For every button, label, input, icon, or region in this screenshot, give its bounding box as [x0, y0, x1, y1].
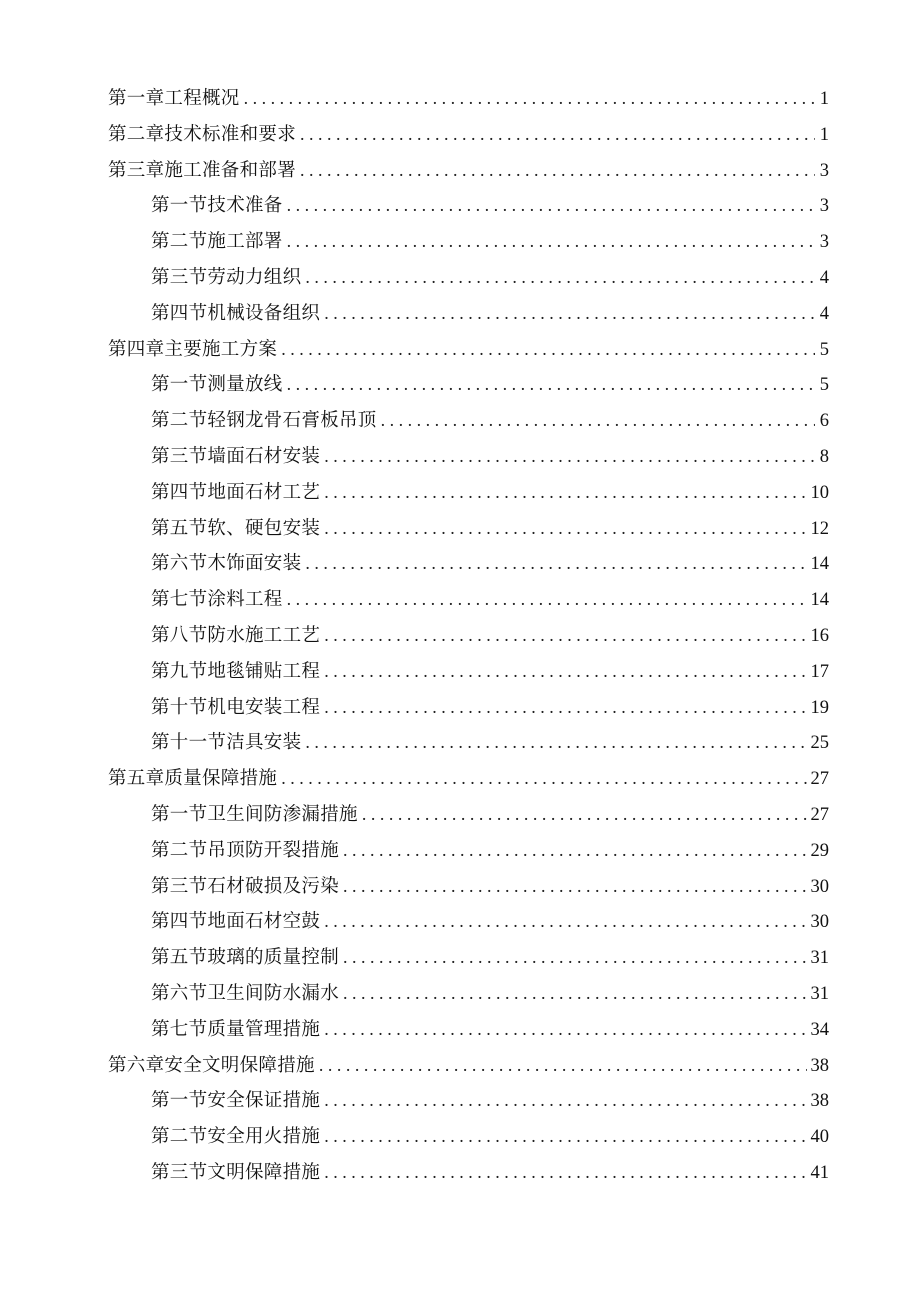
toc-entry-title: 第三节文明保障措施: [151, 1161, 321, 1183]
toc-dot-leader: [324, 1012, 806, 1048]
toc-entry[interactable]: [108, 1155, 829, 1191]
toc-entry-page: 27: [810, 769, 829, 790]
toc-entry[interactable]: [108, 224, 829, 260]
toc-entry-title: 第一节技术准备: [151, 195, 283, 217]
toc-entry-page: 30: [810, 912, 829, 933]
toc-entry[interactable]: [108, 869, 829, 905]
toc-entry-page: 3: [819, 232, 829, 253]
toc-entry-page: 10: [810, 482, 829, 503]
toc-dot-leader: [324, 296, 815, 332]
toc-entry[interactable]: [108, 475, 829, 511]
toc-dot-leader: [287, 367, 815, 403]
toc-entry-title: 第一节测量放线: [151, 374, 283, 396]
toc-entry[interactable]: [108, 976, 829, 1012]
toc-dot-leader: [287, 188, 815, 224]
toc-entry[interactable]: [108, 117, 829, 153]
toc-entry[interactable]: [108, 546, 829, 582]
toc-entry[interactable]: [108, 81, 829, 117]
toc-dot-leader: [324, 618, 806, 654]
toc-entry[interactable]: [108, 761, 829, 797]
toc-entry-page: 14: [810, 590, 829, 611]
toc-entry-page: 3: [819, 160, 829, 181]
toc-entry-title: 第五章质量保障措施: [108, 768, 278, 790]
toc-dot-leader: [381, 403, 815, 439]
toc-dot-leader: [324, 1083, 806, 1119]
toc-dot-leader: [324, 654, 806, 690]
toc-entry-page: 38: [810, 1055, 829, 1076]
toc-entry[interactable]: [108, 654, 829, 690]
toc-dot-leader: [324, 1155, 806, 1191]
toc-dot-leader: [343, 833, 806, 869]
toc-entry[interactable]: [108, 1048, 829, 1084]
toc-entry-title: 第八节防水施工工艺: [151, 624, 321, 646]
toc-dot-leader: [305, 725, 806, 761]
table-of-contents: [108, 81, 829, 1191]
toc-dot-leader: [287, 582, 807, 618]
toc-entry[interactable]: [108, 690, 829, 726]
toc-dot-leader: [343, 869, 806, 905]
toc-entry-page: 16: [810, 625, 829, 646]
toc-entry[interactable]: [108, 725, 829, 761]
toc-entry-title: 第五节玻璃的质量控制: [151, 947, 340, 969]
toc-entry-page: 30: [810, 876, 829, 897]
toc-entry-page: 5: [819, 339, 829, 360]
toc-dot-leader: [281, 332, 815, 368]
toc-entry-page: 31: [810, 983, 829, 1004]
toc-dot-leader: [324, 1119, 806, 1155]
toc-entry-title: 第四节机械设备组织: [151, 302, 321, 324]
toc-entry[interactable]: [108, 1119, 829, 1155]
toc-entry-title: 第一章工程概况: [108, 88, 240, 109]
toc-dot-leader: [281, 761, 806, 797]
toc-entry-title: 第四节地面石材空鼓: [151, 911, 321, 933]
toc-entry-page: 8: [819, 446, 829, 467]
toc-entry-page: 1: [819, 124, 829, 145]
toc-entry-page: 4: [819, 267, 829, 288]
toc-entry-title: 第六节卫生间防水漏水: [151, 982, 340, 1004]
toc-entry[interactable]: [108, 332, 829, 368]
toc-entry-page: 12: [810, 518, 829, 539]
toc-entry-page: 6: [819, 411, 829, 432]
toc-entry-page: 17: [810, 661, 829, 682]
toc-entry[interactable]: [108, 367, 829, 403]
toc-entry-page: 4: [819, 303, 829, 324]
toc-dot-leader: [324, 475, 806, 511]
toc-dot-leader: [319, 1048, 807, 1084]
toc-entry[interactable]: [108, 833, 829, 869]
toc-entry-title: 第四节地面石材工艺: [151, 481, 321, 503]
toc-entry-page: 29: [810, 840, 829, 861]
toc-entry-page: 31: [810, 948, 829, 969]
toc-entry-title: 第九节地毯铺贴工程: [151, 660, 321, 682]
toc-entry-title: 第十一节洁具安装: [151, 732, 302, 754]
toc-dot-leader: [244, 81, 815, 117]
toc-entry-title: 第二章技术标准和要求: [108, 123, 297, 145]
toc-entry[interactable]: [108, 260, 829, 296]
toc-entry-page: 1: [819, 89, 829, 109]
toc-entry-title: 第三章施工准备和部署: [108, 159, 297, 181]
toc-entry-page: 3: [819, 196, 829, 217]
toc-entry-page: 27: [810, 804, 829, 825]
toc-entry-title: 第四章主要施工方案: [108, 338, 278, 360]
toc-entry-title: 第二节安全用火措施: [151, 1126, 321, 1148]
toc-entry[interactable]: [108, 582, 829, 618]
toc-entry-title: 第五节软、硬包安装: [151, 517, 321, 539]
toc-entry-page: 41: [810, 1162, 829, 1183]
toc-entry-title: 第二节施工部署: [151, 231, 283, 253]
toc-entry-page: 34: [810, 1019, 829, 1040]
toc-entry-title: 第二节吊顶防开裂措施: [151, 839, 340, 861]
toc-dot-leader: [287, 224, 815, 260]
toc-dot-leader: [324, 511, 806, 547]
toc-entry[interactable]: [108, 296, 829, 332]
toc-dot-leader: [324, 904, 806, 940]
toc-entry-page: 5: [819, 375, 829, 396]
toc-entry-title: 第七节质量管理措施: [151, 1018, 321, 1040]
toc-entry-page: 40: [810, 1127, 829, 1148]
toc-entry-title: 第三节石材破损及污染: [151, 875, 340, 897]
toc-dot-leader: [362, 797, 807, 833]
toc-entry-page: 19: [810, 697, 829, 718]
toc-entry-title: 第二节轻钢龙骨石膏板吊顶: [151, 410, 377, 432]
toc-entry[interactable]: [108, 1012, 829, 1048]
toc-dot-leader: [300, 153, 815, 189]
toc-dot-leader: [305, 260, 815, 296]
toc-entry[interactable]: [108, 618, 829, 654]
toc-dot-leader: [324, 439, 815, 475]
toc-entry[interactable]: [108, 1083, 829, 1119]
toc-entry-title: 第一节安全保证措施: [151, 1090, 321, 1112]
toc-entry-page: 25: [810, 733, 829, 754]
toc-entry-title: 第三节劳动力组织: [151, 266, 302, 288]
toc-entry[interactable]: [108, 403, 829, 439]
toc-dot-leader: [343, 940, 806, 976]
toc-entry-title: 第六节木饰面安装: [151, 553, 302, 575]
toc-entry[interactable]: [108, 511, 829, 547]
toc-entry-page: 38: [810, 1091, 829, 1112]
toc-entry[interactable]: [108, 188, 829, 224]
toc-entry[interactable]: [108, 797, 829, 833]
toc-entry[interactable]: [108, 904, 829, 940]
toc-entry[interactable]: [108, 439, 829, 475]
toc-entry-title: 第一节卫生间防渗漏措施: [151, 803, 358, 825]
toc-entry-title: 第十节机电安装工程: [151, 696, 321, 718]
toc-dot-leader: [343, 976, 806, 1012]
toc-entry-title: 第三节墙面石材安装: [151, 445, 321, 467]
toc-entry-page: 14: [810, 554, 829, 575]
toc-dot-leader: [300, 117, 815, 153]
toc-dot-leader: [305, 546, 806, 582]
toc-dot-leader: [324, 690, 806, 726]
toc-entry-title: 第六章安全文明保障措施: [108, 1054, 315, 1076]
toc-entry[interactable]: [108, 940, 829, 976]
toc-entry[interactable]: [108, 153, 829, 189]
toc-entry-title: 第七节涂料工程: [151, 589, 283, 611]
